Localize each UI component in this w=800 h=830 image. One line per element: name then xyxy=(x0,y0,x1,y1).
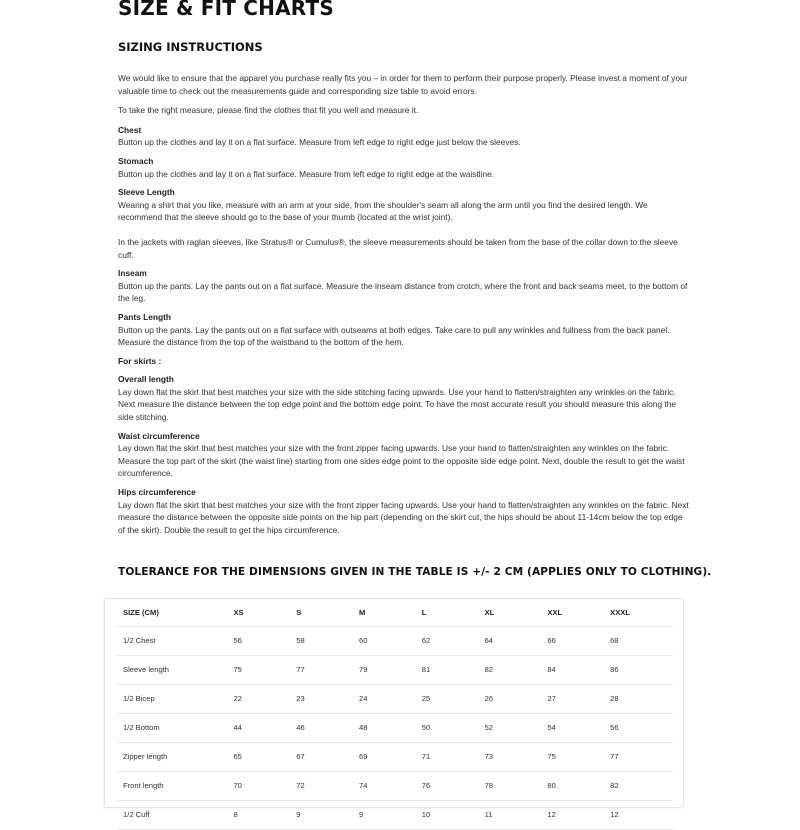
measurement-pants-length xyxy=(118,311,690,349)
table-cell: 70 xyxy=(233,771,296,800)
table-body xyxy=(117,626,673,829)
table-cell: 52 xyxy=(485,713,548,742)
table-cell: 76 xyxy=(422,771,485,800)
column-header: XL xyxy=(485,599,548,626)
measurement-sleeve-length xyxy=(118,186,690,261)
table-row xyxy=(117,800,673,829)
intro-paragraph: To take the right measure, please find the clothes that fit you well and measure it. xyxy=(118,105,419,116)
size-table xyxy=(117,599,673,830)
table-row xyxy=(117,655,673,684)
measurement-text: Button up the pants. Lay the pants out on a flat surface. Measure the inseam distance from crotch, where the front and back seams meet, to the bottom of the leg. xyxy=(118,280,688,304)
table-cell: 27 xyxy=(547,684,610,713)
table-cell: 65 xyxy=(233,742,296,771)
table-cell: 11 xyxy=(485,800,548,829)
table-cell: 8 xyxy=(233,800,296,829)
column-header: L xyxy=(422,599,485,626)
table-cell: 56 xyxy=(610,713,673,742)
table-cell: 62 xyxy=(422,626,485,655)
measurement-title: Overall length xyxy=(118,374,174,385)
row-label: Front length xyxy=(117,771,233,800)
measurement-text: Lay down flat the skirt that best matches your size with the side stitching facing upwards. Use your hand to flatten/straighten any wrinkles on the fabric. Next measure the distance between the top edge point and the bottom edge point. To have the most accurate result you should measure this along the side stitching. xyxy=(118,386,677,423)
table-cell: 12 xyxy=(610,800,673,829)
row-label: Zipper length xyxy=(117,742,233,771)
table-cell: 26 xyxy=(485,684,548,713)
measurement-text: Lay down flat the skirt that best matches your size with the front zipper facing upwards. Use your hand to flatten/straighten any wrinkles on the fabric. Measure the top part of the skirt (the waist line) starting from one sides edge point to the opposite side edge point. Next, double the result to get the waist circumference. xyxy=(118,443,685,479)
table-cell: 77 xyxy=(296,655,359,684)
table-cell: 46 xyxy=(296,713,359,742)
table-row xyxy=(117,771,673,800)
column-header: M xyxy=(359,599,422,626)
table-cell: 71 xyxy=(422,742,485,771)
table-cell: 54 xyxy=(547,713,610,742)
measurement-stomach xyxy=(118,155,690,180)
table-cell: 10 xyxy=(422,800,485,829)
table-cell: 12 xyxy=(547,800,610,829)
column-header: XS xyxy=(233,599,296,626)
table-cell: 44 xyxy=(233,713,296,742)
row-label: 1/2 Bicep xyxy=(117,684,233,713)
measurement-note: In the jackets with raglan sleeves, like Stratus® or Cumulus®, the sleeve measurements should be taken from the base of the collar down to the sleeve cuff. xyxy=(118,236,678,260)
table-cell: 24 xyxy=(359,684,422,713)
table-cell: 81 xyxy=(422,655,485,684)
table-cell: 77 xyxy=(610,742,673,771)
skirt-hips-circumference xyxy=(118,486,690,536)
row-label: Sleeve length xyxy=(117,655,233,684)
measurement-inseam xyxy=(118,267,690,305)
table-cell: 79 xyxy=(359,655,422,684)
column-header: XXXL xyxy=(610,599,673,626)
skirt-overall-length xyxy=(118,373,690,423)
table-cell: 60 xyxy=(359,626,422,655)
table-cell: 50 xyxy=(422,713,485,742)
column-header: XXL xyxy=(547,599,610,626)
measurement-title: Pants Length xyxy=(118,311,172,322)
intro-paragraph: We would like to ensure that the apparel you purchase really fits you – in order for them to perform their purpose properly. Please invest a moment of your valuable time to check out the measurements guide and corresponding size table to avoid errors. xyxy=(118,73,688,96)
table-row xyxy=(117,684,673,713)
row-label: 1/2 Cuff xyxy=(117,800,233,829)
table-cell: 74 xyxy=(359,771,422,800)
table-cell: 22 xyxy=(233,684,296,713)
table-cell: 86 xyxy=(610,655,673,684)
table-cell: 84 xyxy=(547,655,610,684)
measurement-title: Stomach xyxy=(118,155,154,166)
measurement-title: Inseam xyxy=(118,268,147,279)
table-cell: 48 xyxy=(359,713,422,742)
table-cell: 9 xyxy=(296,800,359,829)
measurement-text: Wearing a shirt that you like, measure with an arm at your side, from the shoulder's seam all along the arm until you find the desired length. We recommend that the sleeve should go to the base of your thumb (located at the wrist joint). xyxy=(118,199,648,223)
table-row xyxy=(117,713,673,742)
table-cell: 73 xyxy=(485,742,548,771)
measurement-text: Button up the pants. Lay the pants out on a flat surface with outseams at both edges. Take care to pull any wrinkles and fullness from the back panel. Measure the distance from the top of the waistband to the bottom of the hem. xyxy=(118,324,670,348)
tolerance-heading: TOLERANCE FOR THE DIMENSIONS GIVEN IN THE TABLE IS +/- 2 CM (APPLIES ONLY TO CLOTHING). xyxy=(118,566,712,578)
measurement-title: Chest xyxy=(118,124,142,135)
table-cell: 23 xyxy=(296,684,359,713)
table-cell: 75 xyxy=(233,655,296,684)
table-cell: 28 xyxy=(610,684,673,713)
measurement-title: Hips circumference xyxy=(118,487,196,498)
table-cell: 75 xyxy=(547,742,610,771)
measurement-title: Waist circumference xyxy=(118,430,200,441)
table-cell: 67 xyxy=(296,742,359,771)
table-cell: 56 xyxy=(233,626,296,655)
table-cell: 80 xyxy=(547,771,610,800)
table-cell: 82 xyxy=(485,655,548,684)
table-cell: 69 xyxy=(359,742,422,771)
skirts-heading: For skirts : xyxy=(118,355,162,366)
measurement-title: Sleeve Length xyxy=(118,187,175,198)
table-header-row xyxy=(117,599,673,626)
table-cell: 9 xyxy=(359,800,422,829)
measurement-text: Button up the clothes and lay it on a flat surface. Measure from left edge to right edge just below the sleeves. xyxy=(118,137,521,148)
table-cell: 82 xyxy=(610,771,673,800)
section-title: SIZING INSTRUCTIONS xyxy=(118,40,263,54)
table-cell: 72 xyxy=(296,771,359,800)
page-title: SIZE & FIT CHARTS xyxy=(118,0,334,20)
measurement-text: Button up the clothes and lay it on a flat surface. Measure from left edge to right edge at the waistline. xyxy=(118,168,495,179)
table-cell: 78 xyxy=(485,771,548,800)
table-row xyxy=(117,626,673,655)
size-table-card xyxy=(104,598,684,819)
table-cell: 58 xyxy=(296,626,359,655)
measurement-chest xyxy=(118,124,690,149)
table-cell: 68 xyxy=(610,626,673,655)
column-header: S xyxy=(296,599,359,626)
row-label: 1/2 Chest xyxy=(117,626,233,655)
measurement-text: Lay down flat the skirt that best matches your size with the front zipper facing upwards. Use your hand to flatten/straighten any wrinkles on the fabric. Next measure the distance between the opposite side points on the hip part (depending on the skirt cut, the hips should be about 11-14cm below the top edge of the skirt). Double the result to get the hips circumference. xyxy=(118,499,689,535)
sizing-instructions xyxy=(118,72,690,542)
column-header: SIZE (CM) xyxy=(117,599,233,626)
skirt-waist-circumference xyxy=(118,430,690,480)
table-cell: 64 xyxy=(485,626,548,655)
row-label: 1/2 Bottom xyxy=(117,713,233,742)
table-cell: 66 xyxy=(547,626,610,655)
table-row xyxy=(117,742,673,771)
table-cell: 25 xyxy=(422,684,485,713)
